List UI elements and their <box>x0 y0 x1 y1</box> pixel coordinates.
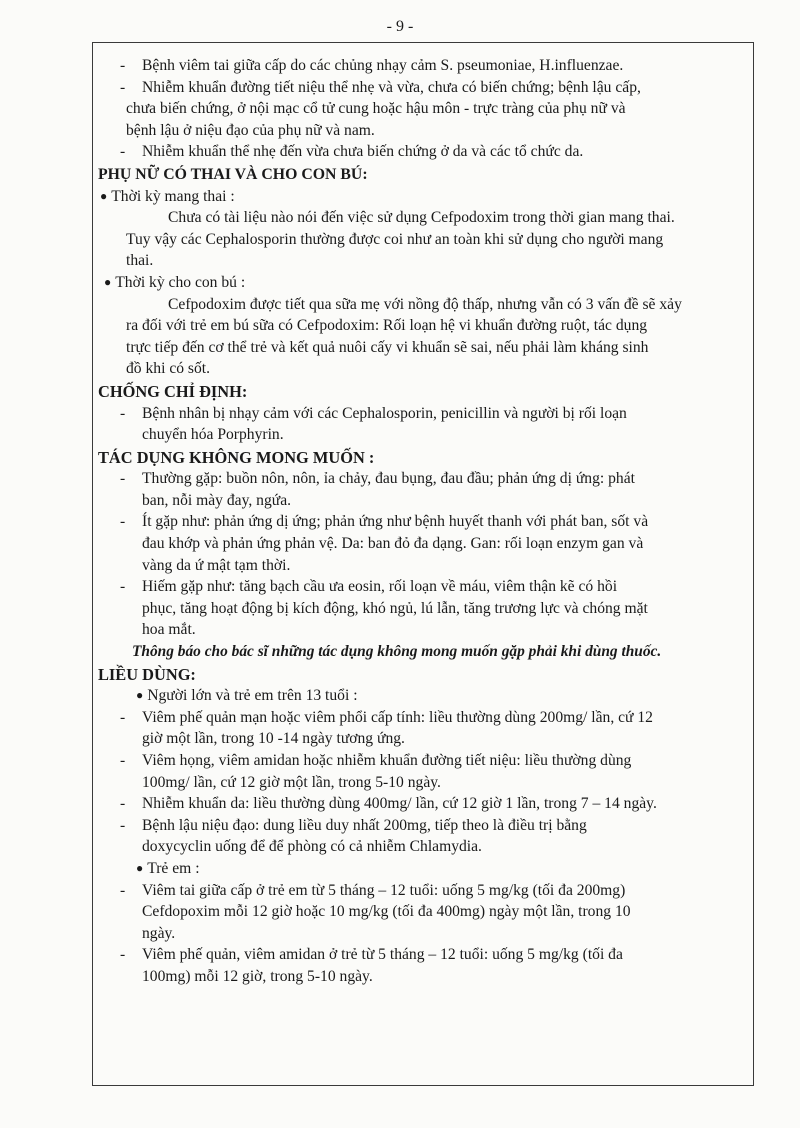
indication-3: Nhiễm khuẩn thể nhẹ đến vừa chưa biến chứng ở da và các tổ chức da. <box>142 143 584 161</box>
indication-1: Bệnh viêm tai giữa cấp do các chủng nhạy cảm S. pseumoniae, H.influenzae. <box>142 57 624 74</box>
contra-1b: chuyển hóa Porphyrin. <box>142 426 284 444</box>
list-item: - Nhiễm khuẩn thể nhẹ đến vừa chưa biến chứng ở da và các tổ chức da. <box>96 141 748 163</box>
bullet-icon: ● <box>136 688 144 703</box>
dose-c2b: 100mg) mỗi 12 giờ, trong 5-10 ngày. <box>142 967 373 985</box>
dose-a4b: doxycyclin uống để để phòng có cả nhiễm Chlamydia. <box>142 838 482 856</box>
list-item: - Bệnh nhân bị nhạy cảm với các Cephalosporin, penicillin và người bị rối loạn <box>96 403 748 425</box>
side-common-a: Thường gặp: buồn nôn, nôn, ỉa chảy, đau bụng, đau đầu; phản ứng dị ứng: phát <box>142 470 635 488</box>
nursing-text-4: đồ khi có sốt. <box>126 360 211 378</box>
section-heading-dosage: LIỀU DÙNG: <box>98 664 196 684</box>
bullet-adults: ● Người lớn và trẻ em trên 13 tuổi : <box>136 687 358 705</box>
list-item: - Bệnh viêm tai giữa cấp do các chủng nhạy cảm S. pseumoniae, H.influenzae. <box>96 55 748 77</box>
side-rare-b: phục, tăng hoạt động bị kích động, khó ngủ, lú lẫn, tăng trương lực và chóng mặt <box>142 599 648 617</box>
list-item: - Viêm phế quản, viêm amidan ở trẻ từ 5 tháng – 12 tuổi: uống 5 mg/kg (tối đa <box>96 944 748 966</box>
dose-c1a: Viêm tai giữa cấp ở trẻ em từ 5 tháng – 12 tuổi: uống 5 mg/kg (tối đa 200mg) <box>142 881 626 899</box>
bullet-nursing: ● Thời kỳ cho con bú : <box>104 273 246 291</box>
pregnant-text-2: Tuy vậy các Cephalosporin thường được coi như an toàn khi sử dụng cho người mang <box>126 230 664 248</box>
nursing-text-3: trực tiếp đến cơ thể trẻ và kết quả nuôi cấy vi khuẩn sẽ sai, nếu phải làm kháng sinh <box>126 338 649 356</box>
list-item: - Bệnh lậu niệu đạo: dung liều duy nhất 200mg, tiếp theo là điều trị bằng <box>96 815 748 837</box>
bullet-children: ● Trẻ em : <box>136 859 200 877</box>
dose-c1c: ngày. <box>142 924 176 942</box>
section-heading-pregnancy: PHỤ NỮ CÓ THAI VÀ CHO CON BÚ: <box>98 165 368 183</box>
dose-a3: Nhiễm khuẩn da: liều thường dùng 400mg/ lần, cứ 12 giờ 1 lần, trong 7 – 14 ngày. <box>142 795 657 813</box>
pregnant-text-1: Chưa có tài liệu nào nói đến việc sử dụng Cefpodoxim trong thời gian mang thai. <box>168 209 675 227</box>
pregnant-text-3: thai. <box>126 252 154 270</box>
side-uncommon-b: đau khớp và phản ứng phản vệ. Da: ban đỏ đa dạng. Gan: rối loạn enzym gan và <box>142 535 644 553</box>
side-rare-a: Hiếm gặp như: tăng bạch cầu ưa eosin, rối loạn về máu, viêm thận kẽ có hồi <box>142 578 618 596</box>
list-item: - Nhiễm khuẩn da: liều thường dùng 400mg/ lần, cứ 12 giờ 1 lần, trong 7 – 14 ngày. <box>96 793 748 815</box>
page-number: - 9 - <box>386 18 414 35</box>
side-uncommon-a: Ít gặp như: phản ứng dị ứng; phản ứng như bệnh huyết thanh với phát ban, sốt và <box>142 513 649 531</box>
bullet-icon: ● <box>100 188 108 203</box>
dose-a2a: Viêm họng, viêm amidan hoặc nhiễm khuẩn đường tiết niệu: liều thường dùng <box>142 752 632 769</box>
list-item: - Ít gặp như: phản ứng dị ứng; phản ứng như bệnh huyết thanh với phát ban, sốt và <box>96 511 748 533</box>
side-effects-note: Thông báo cho bác sĩ những tác dụng không mong muốn gặp phải khi dùng thuốc. <box>132 643 662 661</box>
contra-1a: Bệnh nhân bị nhạy cảm với các Cephalosporin, penicillin và người bị rối loạn <box>142 404 627 422</box>
document-body <box>96 55 748 988</box>
dose-c2a: Viêm phế quản, viêm amidan ở trẻ từ 5 tháng – 12 tuổi: uống 5 mg/kg (tối đa <box>142 946 623 964</box>
bullet-pregnant: ● Thời kỳ mang thai : <box>100 187 235 205</box>
side-common-b: ban, nỗi mày đay, ngứa. <box>142 491 292 509</box>
list-item: - Thường gặp: buồn nôn, nôn, ỉa chảy, đau bụng, đau đầu; phản ứng dị ứng: phát <box>96 468 748 490</box>
indication-2b: chưa biến chứng, ở nội mạc cổ tử cung hoặc hậu môn - trực tràng của phụ nữ và <box>126 100 626 118</box>
dose-a4a: Bệnh lậu niệu đạo: dung liều duy nhất 200mg, tiếp theo là điều trị bằng <box>142 816 587 834</box>
side-uncommon-c: vàng da ứ mật tạm thời. <box>142 556 291 574</box>
bullet-icon: ● <box>136 860 144 875</box>
list-item: - Hiếm gặp như: tăng bạch cầu ưa eosin, rối loạn về máu, viêm thận kẽ có hồi <box>96 576 748 598</box>
bullet-icon: ● <box>104 274 112 289</box>
indication-2c: bệnh lậu ở niệu đạo của phụ nữ và nam. <box>126 121 375 139</box>
section-heading-side-effects: TÁC DỤNG KHÔNG MONG MUỐN : <box>98 447 375 467</box>
dose-a1b: giờ một lần, trong 10 -14 ngày tương ứng. <box>142 730 405 748</box>
list-item: - Viêm tai giữa cấp ở trẻ em từ 5 tháng – 12 tuổi: uống 5 mg/kg (tối đa 200mg) <box>96 880 748 902</box>
dose-a1a: Viêm phế quản mạn hoặc viêm phổi cấp tính: liều thường dùng 200mg/ lần, cứ 12 <box>142 708 653 726</box>
list-item: - Nhiễm khuẩn đường tiết niệu thể nhẹ và vừa, chưa có biến chứng; bệnh lậu cấp, <box>96 77 748 99</box>
nursing-text-1: Cefpodoxim được tiết qua sữa mẹ với nồng độ thấp, nhưng vẫn có 3 vấn đề sẽ xảy <box>168 295 682 313</box>
nursing-text-2: ra đối với trẻ em bú sữa có Cefpodoxim: Rối loạn hệ vi khuẩn đường ruột, tác dụng <box>126 317 648 335</box>
list-item: - Viêm họng, viêm amidan hoặc nhiễm khuẩn đường tiết niệu: liều thường dùng <box>96 750 748 772</box>
indication-2a: Nhiễm khuẩn đường tiết niệu thể nhẹ và vừa, chưa có biến chứng; bệnh lậu cấp, <box>142 78 641 96</box>
section-heading-contraindications: CHỐNG CHỈ ĐỊNH: <box>98 381 248 401</box>
dose-c1b: Cefdopoxim mỗi 12 giờ hoặc 10 mg/kg (tối đa 400mg) ngày một lần, trong 10 <box>142 903 631 921</box>
side-rare-c: hoa mắt. <box>142 621 196 639</box>
list-item: - Viêm phế quản mạn hoặc viêm phổi cấp tính: liều thường dùng 200mg/ lần, cứ 12 <box>96 707 748 729</box>
dose-a2b: 100mg/ lần, cứ 12 giờ một lần, trong 5-10 ngày. <box>142 773 441 791</box>
